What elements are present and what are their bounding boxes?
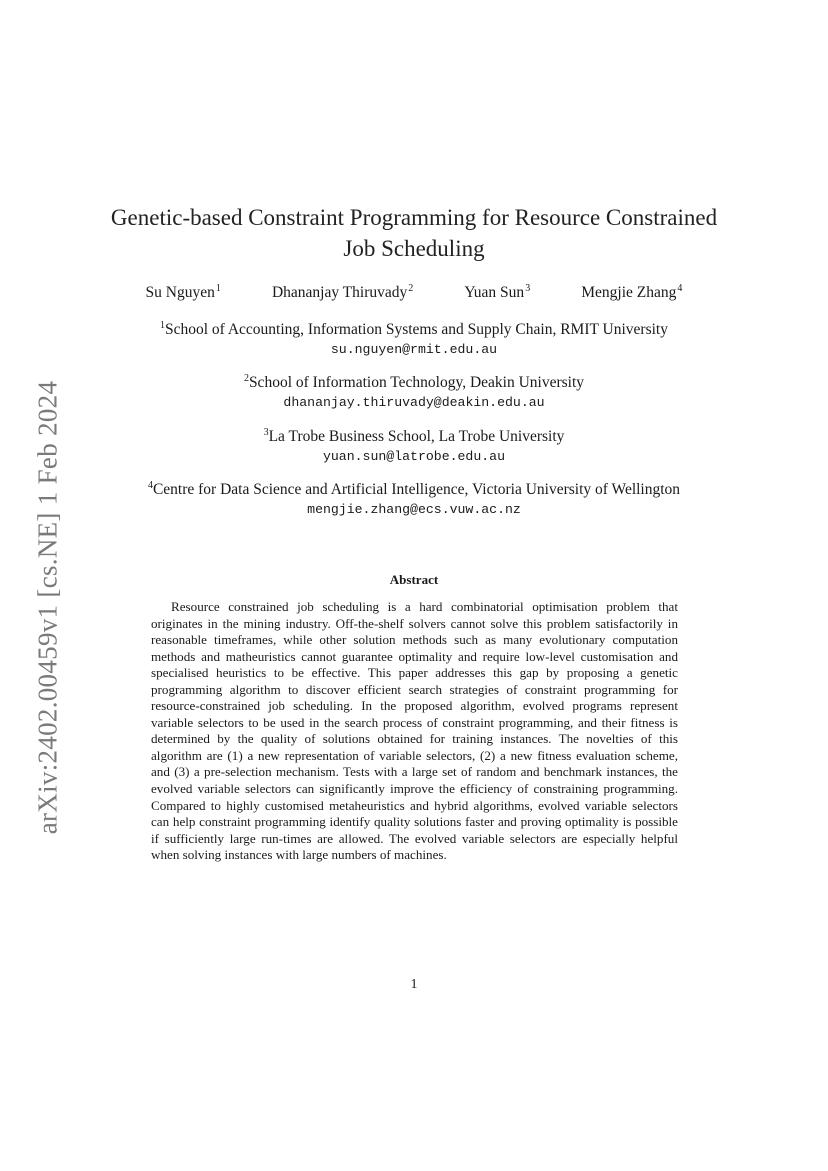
arxiv-identifier-text: arXiv:2402.00459v1 [cs.NE] 1 Feb 2024 bbox=[32, 380, 63, 834]
author bbox=[581, 283, 682, 302]
author-email: su.nguyen@rmit.edu.au bbox=[330, 342, 498, 357]
affiliation-mark: 1 bbox=[159, 320, 165, 331]
author-email: mengjie.zhang@ecs.vuw.ac.nz bbox=[307, 502, 521, 517]
author-name: Dhananjay Thiruvady bbox=[271, 284, 408, 301]
author-affiliation-mark: 4 bbox=[677, 283, 683, 294]
affiliation-mark: 4 bbox=[147, 480, 153, 491]
paper-title: Genetic-based Constraint Programming for Resource Constrained Job Scheduling bbox=[110, 205, 718, 261]
affiliation-name: School of Information Technology, Deakin University bbox=[248, 374, 585, 391]
abstract-text: Resource constrained job scheduling is a hard combinatorial optimisation problem that originates in the mining industry. Off-the-shelf solvers cannot solve this problem satisfactorily in reasonable timeframes, while other solution methods such as many evolutionary computation methods and matheuristics cannot guarantee optimality and require low-level customisation and specialised heuristics to be effective. This paper addresses this gap by proposing a genetic programming algorithm to discover efficient search strategies of constraint programming for resource-constrained job scheduling. In the proposed algorithm, evolved programs represent variable selectors to be used in the search process of constraint programming, and their fitness is determined by the quality of solutions obtained for training instances. The novelties of this algorithm are (1) a new representation of variable selectors, (2) a new fitness evaluation scheme, and (3) a pre-selection mechanism. Tests with a large set of random and benchmark instances, the evolved variable selectors can significantly improve the efficiency of constraining programming. Compared to highly customised metaheuristics and hybrid algorithms, evolved variable selectors can help constraint programming identify quality solutions faster and proving optimality is possible if sufficiently large run-times are allowed. The evolved variable selectors are especially helpful when solving instances with large numbers of machines. bbox=[151, 599, 678, 863]
affiliation-block bbox=[110, 369, 718, 413]
affiliation-block bbox=[110, 316, 718, 360]
author bbox=[146, 283, 221, 302]
affiliation-block bbox=[140, 476, 688, 520]
author-affiliation-mark: 3 bbox=[525, 283, 531, 294]
author-list bbox=[120, 283, 708, 302]
author-name: Yuan Sun bbox=[464, 284, 525, 301]
page-number: 1 bbox=[410, 977, 418, 992]
author bbox=[272, 283, 413, 302]
author bbox=[464, 283, 530, 302]
affiliation-name: School of Accounting, Information Systems and Supply Chain, RMIT University bbox=[164, 321, 668, 338]
arxiv-identifier-stamp bbox=[24, 372, 72, 842]
author-name: Mengjie Zhang bbox=[581, 284, 677, 301]
affiliation-mark: 2 bbox=[243, 373, 249, 384]
affiliation-name: Centre for Data Science and Artificial Intelligence, Victoria University of Wellington bbox=[152, 481, 681, 498]
author-email: dhananjay.thiruvady@deakin.edu.au bbox=[283, 395, 545, 410]
author-name: Su Nguyen bbox=[145, 284, 215, 301]
affiliation-mark: 3 bbox=[263, 427, 269, 438]
author-email: yuan.sun@latrobe.edu.au bbox=[322, 449, 506, 464]
abstract-heading: Abstract bbox=[389, 572, 439, 587]
affiliation-name: La Trobe Business School, La Trobe University bbox=[268, 428, 565, 445]
affiliation-block bbox=[110, 423, 718, 467]
author-affiliation-mark: 1 bbox=[215, 283, 221, 294]
author-affiliation-mark: 2 bbox=[408, 283, 414, 294]
